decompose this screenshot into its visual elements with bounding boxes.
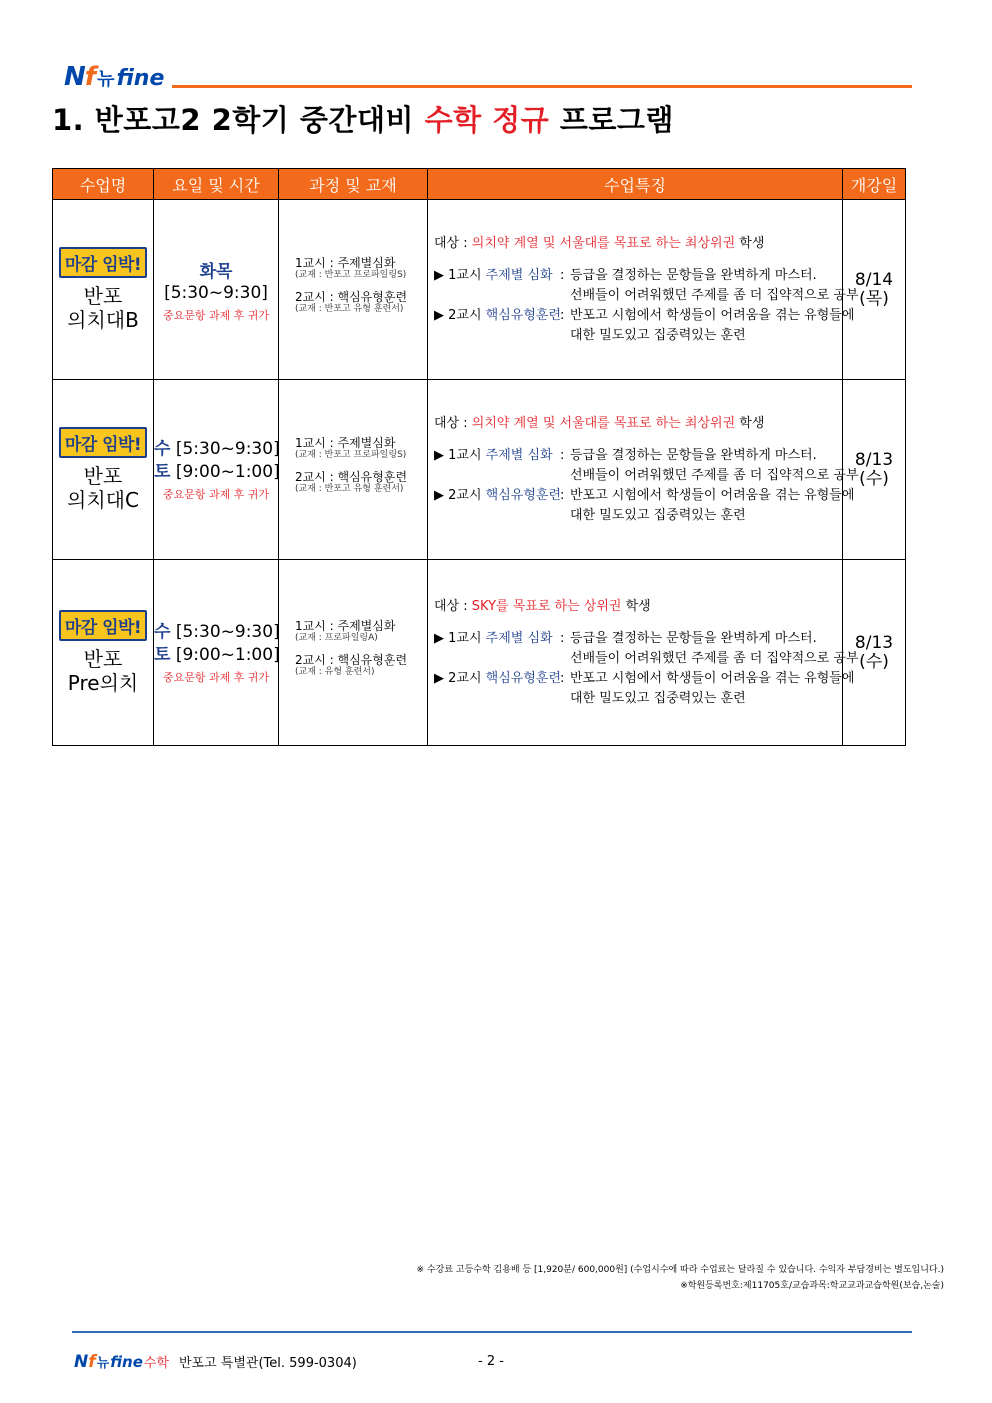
footer-logo-fine: fine: [110, 1353, 143, 1371]
feature-line-2: ▶ 2교시 핵심유형훈련 : 반포고 시험에서 학생들이 어려움을 겪는 유형들에: [434, 487, 855, 503]
page-number: - 2 -: [478, 1354, 504, 1369]
schedule-slot: [5:30~9:30]: [164, 282, 268, 303]
target-line: 대상 : 의치약 계열 및 서울대를 목표로 하는 최상위권 학생: [434, 235, 765, 251]
features-cell: [428, 560, 859, 746]
class-name-cell: [53, 560, 154, 746]
schedule-cell: [154, 200, 279, 380]
feature-line-2-cont: 대한 밀도있고 집중력있는 훈련: [570, 327, 746, 343]
schedule-slot-2: 토 [9:00~1:00]: [154, 461, 280, 482]
start-weekday: (수): [859, 468, 889, 489]
footer-brand: [74, 1352, 357, 1372]
feature-line-1: ▶ 1교시 주제별 심화 : 등급을 결정하는 문항들을 완벽하게 마스터.: [434, 447, 817, 463]
feature-line-1-cont: 선배들이 어려워했던 주제를 좀 더 집약적으로 공부: [570, 467, 859, 483]
schedule-cell: [154, 380, 279, 560]
target-line: 대상 : SKY를 목표로 하는 상위권 학생: [434, 598, 651, 614]
deadline-badge: 마감 임박!: [59, 610, 147, 641]
footer-branch: 반포고 특별관(Tel. 599-0304): [179, 1356, 357, 1371]
table-row: [53, 560, 906, 746]
course-period1: 1교시 : 주제별심화: [295, 435, 396, 450]
header-features: 수업특징: [428, 169, 843, 200]
table-row: [53, 200, 906, 380]
course-cell: [279, 380, 428, 560]
deadline-badge: 마감 임박!: [59, 247, 147, 278]
logo-mark: Nf: [64, 62, 96, 92]
table-row: [53, 380, 906, 560]
feature-line-2: ▶ 2교시 핵심유형훈련 : 반포고 시험에서 학생들이 어려움을 겪는 유형들에: [434, 670, 855, 686]
feature-line-1-cont: 선배들이 어려워했던 주제를 좀 더 집약적으로 공부: [570, 287, 859, 303]
brand-logo: [64, 62, 164, 92]
footer-logo-nyu: 뉴: [96, 1356, 110, 1371]
header-rule: [172, 85, 912, 88]
target-line: 대상 : 의치약 계열 및 서울대를 목표로 하는 최상위권 학생: [434, 415, 765, 431]
start-date: 8/14: [854, 269, 894, 290]
page-title: 1. 반포고2 2학기 중간대비 수학 정규 프로그램: [52, 103, 674, 137]
start-date: 8/13: [854, 449, 894, 470]
title-accent: 수학 정규: [424, 103, 550, 137]
course-book2: (교재 : 반포고 유형 훈련서): [295, 483, 404, 494]
schedule-note: 중요문항 과제 후 귀가: [162, 487, 270, 501]
features-cell: [428, 200, 859, 380]
course-book1: (교재 : 반포고 프로파일링S): [295, 269, 407, 280]
schedule-slot-1: 수 [5:30~9:30]: [154, 438, 280, 459]
class-name-line2: Pre의치: [67, 671, 139, 695]
class-name-line2: 의치대B: [67, 308, 139, 332]
feature-line-1-cont: 선배들이 어려워했던 주제를 좀 더 집약적으로 공부: [570, 650, 859, 666]
course-period2: 2교시 : 핵심유형훈련: [295, 469, 408, 484]
schedule-slot-2: 토 [9:00~1:00]: [154, 644, 280, 665]
course-period2: 2교시 : 핵심유형훈련: [295, 289, 408, 304]
table-header-row: [53, 169, 906, 200]
course-cell: [279, 560, 428, 746]
course-book1: (교재 : 프로파일링A): [295, 632, 378, 643]
registration-footnote: ※학원등록번호:제11705호/교습과목:학교교과교습학원(보습,논술): [680, 1281, 944, 1291]
course-period1: 1교시 : 주제별심화: [295, 255, 396, 270]
footer-logo-mark: Nf: [74, 1352, 96, 1372]
tuition-footnote: ※ 수강료 고등수학 김용배 등 [1,920분/ 600,000원] (수업시수에 따라 수업료는 달라질 수 있습니다. 수익자 부담경비는 별도입니다.): [416, 1265, 944, 1275]
course-cell: [279, 200, 428, 380]
footer-subject: 수학: [143, 1356, 169, 1371]
course-book2: (교재 : 반포고 유형 훈련서): [295, 303, 404, 314]
feature-line-1: ▶ 1교시 주제별 심화 : 등급을 결정하는 문항들을 완벽하게 마스터.: [434, 630, 817, 646]
start-weekday: (목): [859, 288, 889, 309]
feature-line-2-cont: 대한 밀도있고 집중력있는 훈련: [570, 690, 746, 706]
class-name-cell: [53, 380, 154, 560]
program-table: [52, 168, 906, 746]
feature-line-2-cont: 대한 밀도있고 집중력있는 훈련: [570, 507, 746, 523]
header-class-name: 수업명: [53, 169, 154, 200]
header-schedule: 요일 및 시간: [154, 169, 279, 200]
header-course: 과정 및 교재: [279, 169, 428, 200]
footer-rule: [72, 1331, 912, 1333]
schedule-slot-1: 수 [5:30~9:30]: [154, 621, 280, 642]
schedule-cell: [154, 560, 279, 746]
deadline-badge: 마감 임박!: [59, 427, 147, 458]
logo-fine: fine: [116, 66, 165, 91]
header-start-date: 개강일: [843, 169, 906, 200]
course-book2: (교재 : 유형 훈련서): [295, 666, 375, 677]
feature-line-1: ▶ 1교시 주제별 심화 : 등급을 결정하는 문항들을 완벽하게 마스터.: [434, 267, 817, 283]
feature-line-2: ▶ 2교시 핵심유형훈련 : 반포고 시험에서 학생들이 어려움을 겪는 유형들에: [434, 307, 855, 323]
schedule-note: 중요문항 과제 후 귀가: [162, 308, 270, 322]
class-name-cell: [53, 200, 154, 380]
schedule-note: 중요문항 과제 후 귀가: [162, 670, 270, 684]
course-period1: 1교시 : 주제별심화: [295, 618, 396, 633]
course-book1: (교재 : 반포고 프로파일링S): [295, 449, 407, 460]
class-name-line1: 반포: [83, 464, 123, 488]
schedule-days: 화목: [199, 261, 233, 282]
logo-nyu: 뉴: [97, 69, 115, 90]
start-date: 8/13: [854, 632, 894, 653]
course-period2: 2교시 : 핵심유형훈련: [295, 652, 408, 667]
class-name-line1: 반포: [83, 284, 123, 308]
features-cell: [428, 380, 859, 560]
class-name-line2: 의치대C: [67, 488, 139, 512]
start-weekday: (수): [859, 651, 889, 672]
class-name-line1: 반포: [83, 647, 123, 671]
